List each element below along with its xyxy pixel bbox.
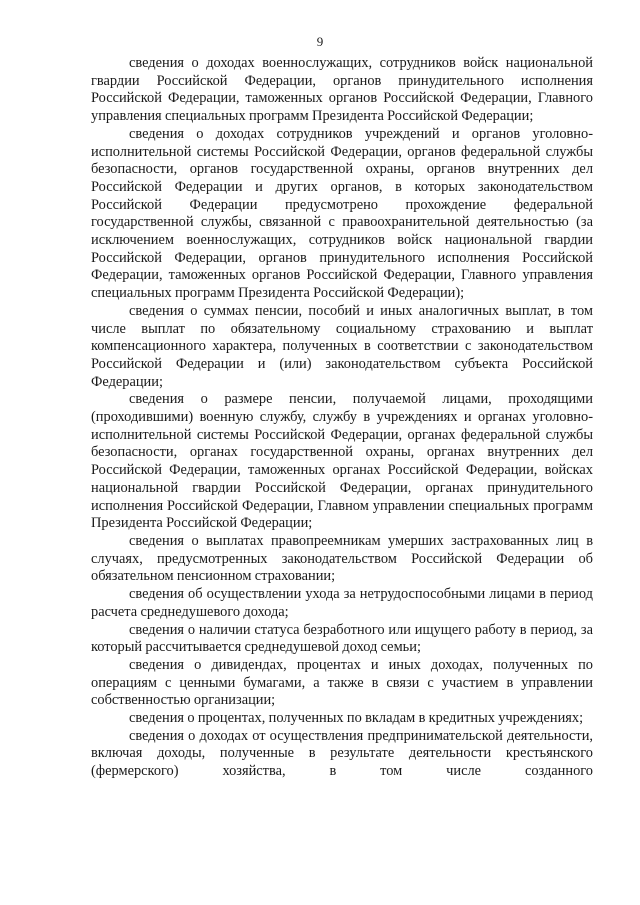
paragraph-securities-dividends: сведения о дивидендах, процентах и иных доходах, полученных по операциям с ценными бумагами, а также в связи с участием в управлении собственностью организации; — [91, 656, 593, 709]
paragraph-military-income: сведения о доходах военнослужащих, сотрудников войск национальной гвардии Российской Федерации, органов принудительного исполнения Российской Федерации, таможенных органов Российской Федерации, Главного управления специальных программ Президента Российской Федерации; — [91, 55, 593, 125]
paragraph-successor-payments: сведения о выплатах правопреемникам умерших застрахованных лиц в случаях, предусмотренных законодательством Российской Федерации об обязательном пенсионном страховании; — [91, 532, 593, 585]
paragraph-deposit-interest: сведения о процентах, полученных по вкладам в кредитных учреждениях; — [129, 710, 584, 727]
document-body — [91, 55, 593, 781]
paragraph-service-pension: сведения о размере пенсии, получаемой лицами, проходящими (проходившими) военную службу, службу в учреждениях и органах уголовно-исполнительной системы Российской Федерации, органах федеральной службы безопасности, органах государственной охраны, органах внутренних дел Российской Федерации, таможенных органах Российской Федерации, войсках национальной гвардии Российской Федерации, органах принудительного исполнения Российской Федерации, Главном управлении специальных программ Президента Российской Федерации; — [91, 391, 593, 532]
paragraph-unemployed-status: сведения о наличии статуса безработного или ищущего работу в период, за который рассчитывается среднедушевой доход семьи; — [91, 621, 593, 656]
paragraph-business-income: сведения о доходах от осуществления предпринимательской деятельности, включая доходы, полученные в результате деятельности крестьянского (фермерского) хозяйства, в том числе созданного — [91, 727, 593, 780]
paragraph-pension-benefits: сведения о суммах пенсии, пособий и иных аналогичных выплат, в том числе выплат по обязательному социальному страхованию и выплат компенсационного характера, полученных в соответствии с законодательством Российской Федерации и (или) законодательством субъекта Российской Федерации; — [91, 302, 593, 390]
paragraph-care-for-disabled: сведения об осуществлении ухода за нетрудоспособными лицами в период расчета среднедушевого дохода; — [91, 586, 593, 620]
paragraph-law-enforcement-income: сведения о доходах сотрудников учреждений и органов уголовно-исполнительной системы Российской Федерации, органов федеральной службы безопасности, органов государственной охраны, органов внутренних дел Российской Федерации и других органов, в которых законодательством Российской Федерации предусмотрено прохождение федеральной государственной службы, связанной с правоохранительной деятельностью (за исключением военнослужащих, сотрудников войск национальной гвардии Российской Федерации, органов принудительного исполнения Российской Федерации, таможенных органов Российской Федерации, Главного управления специальных программ Президента Российской Федерации); — [91, 125, 593, 302]
page-number: 9 — [316, 34, 324, 49]
